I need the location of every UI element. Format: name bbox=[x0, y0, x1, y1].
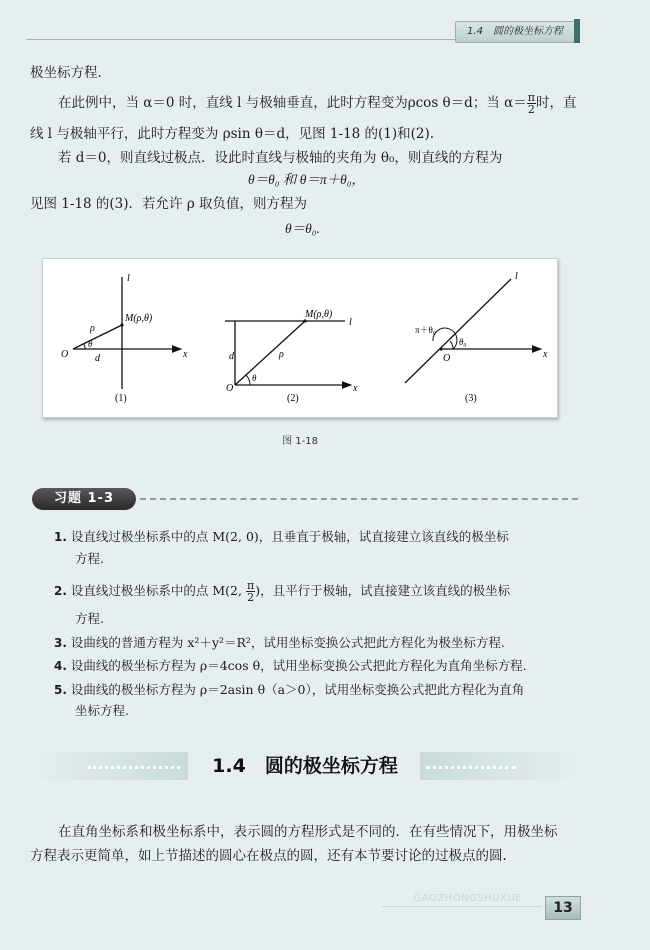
panel2-M-label: M(ρ,θ) bbox=[305, 309, 333, 320]
section-title: 1.4 圆的极坐标方程 bbox=[212, 755, 398, 777]
figure-1-18 bbox=[42, 258, 558, 418]
diagram-panel-1 bbox=[61, 273, 188, 404]
exercise-item-1: 1. 设直线过极坐标系中的点 M(2, 0)，且垂直于极轴，试直接建立该直线的极坐标 bbox=[54, 529, 509, 544]
equation-line-5: θ＝θ₀ 和 θ＝π＋θ₀， bbox=[248, 172, 365, 187]
panel1-angle-arc bbox=[84, 344, 85, 349]
panel2-theta-label: θ bbox=[252, 373, 257, 383]
panel3-pole-O bbox=[439, 347, 442, 350]
exercise-item-3: 3. 设曲线的普通方程为 x²＋y²＝R²，试用坐标变换公式把此方程化为极坐标方程. bbox=[54, 635, 505, 650]
exercise-item-5-cont: 坐标方程. bbox=[75, 703, 129, 718]
panel2-radius-rho bbox=[235, 321, 305, 385]
panel2-O-label: O bbox=[226, 383, 234, 394]
figure-diagrams bbox=[43, 259, 557, 417]
text-line-3: 线 l 与极轴平行，此时方程变为 ρsin θ＝d，见图 1-18 的(1)和(2). bbox=[30, 126, 435, 142]
running-header: 1.4 圆的极坐标方程 bbox=[455, 21, 575, 43]
panel1-M-label: M(ρ,θ) bbox=[125, 313, 153, 324]
panel3-caption: (3) bbox=[465, 393, 477, 404]
panel2-angle-arc bbox=[246, 375, 250, 385]
section-dots-left bbox=[88, 766, 180, 769]
section-dots-right bbox=[426, 766, 516, 769]
panel1-O-label: O bbox=[61, 349, 69, 360]
section-para-line-2: 方程表示更简单，如上节描述的圆心在极点的圆，还有本节要讨论的过极点的圆. bbox=[30, 848, 507, 864]
figure-caption: 图 1-18 bbox=[282, 436, 318, 447]
fraction-pi-over-2-ex: $\frac{\pi}{2}$ bbox=[246, 579, 255, 604]
section-para-line-1: 在直角坐标系和极坐标系中，表示圆的方程形式是不同的．在有些情况下，用极坐标 bbox=[58, 824, 558, 840]
equation-line-7: θ＝θ₀. bbox=[285, 221, 320, 236]
text-line-1: 极坐标方程. bbox=[30, 65, 102, 81]
panel2-rho-label: ρ bbox=[279, 349, 284, 360]
panel1-rho-label: ρ bbox=[90, 323, 95, 334]
text-line-2b: 时，直 bbox=[535, 95, 577, 111]
panel2-l-label: l bbox=[349, 317, 352, 328]
footer-watermark: GAOZHONGSHUXUE bbox=[413, 893, 522, 904]
exercise-item-4: 4. 设曲线的极坐标方程为 ρ＝4cos θ，试用坐标变换公式把此方程化为直角坐标方程. bbox=[54, 658, 527, 673]
panel3-theta0-arc bbox=[450, 341, 453, 349]
diagram-panel-3 bbox=[405, 271, 548, 404]
text-line-2a: 在此例中，当 α＝0 时，直线 l 与极轴垂直，此时方程变为ρcos θ＝d；当 α＝ bbox=[58, 95, 527, 111]
panel3-theta0-label: θ₀ bbox=[459, 337, 467, 347]
panel3-O-label: O bbox=[443, 353, 451, 364]
text-line-2 bbox=[58, 92, 576, 115]
panel1-point-M bbox=[120, 323, 123, 326]
panel1-l-label: l bbox=[127, 273, 130, 284]
panel2-x-label: x bbox=[353, 383, 358, 394]
exercise-dash-rule bbox=[140, 498, 578, 500]
panel1-x-label: x bbox=[183, 349, 188, 360]
footer-rule bbox=[382, 906, 542, 907]
text-line-6: 见图 1-18 的(3)．若允许 ρ 取负值，则方程为 bbox=[30, 196, 308, 212]
fraction-pi-over-2: $\frac{\pi}{2}$ bbox=[527, 91, 535, 116]
exercise-item-2-cont: 方程. bbox=[75, 611, 104, 626]
panel2-d-label: d bbox=[229, 351, 234, 362]
panel3-pi-plus-theta0-arc bbox=[433, 328, 457, 349]
exercise-item-2: 2. 设直线过极坐标系中的点 M(2, $\frac{\pi}{2}$ )，且平行于极轴，试直接建立该直线的极坐标 bbox=[54, 579, 511, 604]
panel3-x-label: x bbox=[543, 349, 548, 360]
panel1-caption: (1) bbox=[115, 393, 127, 404]
exercise-item-1-cont: 方程. bbox=[75, 551, 104, 566]
panel2-caption: (2) bbox=[287, 393, 299, 404]
exercise-badge: 习题 1-3 bbox=[32, 488, 136, 510]
panel1-d-label: d bbox=[95, 353, 100, 364]
panel1-theta-label: θ bbox=[88, 339, 93, 349]
diagram-panel-2 bbox=[225, 309, 358, 404]
panel3-pi-theta-label: π＋θ₀ bbox=[415, 325, 436, 335]
panel3-l-label: l bbox=[515, 271, 518, 282]
header-end-bar bbox=[574, 19, 580, 43]
page-number: 13 bbox=[545, 896, 581, 920]
exercise-item-5: 5. 设曲线的极坐标方程为 ρ＝2asin θ（a＞0），试用坐标变换公式把此方程化为直角 bbox=[54, 682, 525, 697]
header-rule bbox=[26, 39, 456, 40]
panel1-radius-rho bbox=[73, 325, 122, 349]
text-line-4: 若 d＝0，则直线过极点．设此时直线与极轴的夹角为 θ₀，则直线的方程为 bbox=[58, 150, 503, 166]
